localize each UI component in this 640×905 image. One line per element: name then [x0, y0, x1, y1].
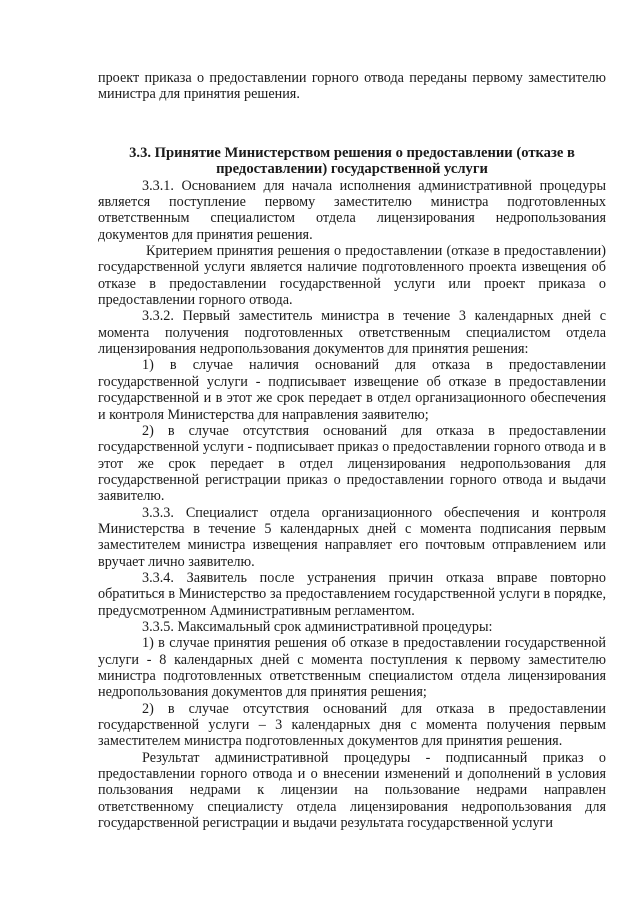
- paragraph-3-3-2-item-2: 2) в случае отсутствия оснований для отказа в предоставлении государственной услуги - подписывает приказ о предоставлении горного отвода и в этот же срок передает в отдел лицензирования недропользования для государственной регистрации приказ о предоставлении горного отвода и выдачи заявителю.: [98, 422, 606, 505]
- paragraph-3-3-4: 3.3.4. Заявитель после устранения причин отказа вправе повторно обратиться в Министерство за предоставлением государственной услуги в порядке, предусмотренном Административным регламентом.: [98, 569, 606, 619]
- intro-block: [98, 70, 606, 103]
- paragraph-criteria: Критерием принятия решения о предоставлении (отказе в предоставлении) государственной услуги является наличие подготовленного проекта извещения об отказе в предоставлении государственной услуги или проект приказа о предоставлении горного отвода.: [98, 243, 606, 309]
- intro-paragraph: проект приказа о предоставлении горного отвода переданы первому заместителю министра для принятия решения.: [98, 70, 606, 103]
- paragraph-result: Результат административной процедуры - подписанный приказ о предоставлении горного отвода и о внесении изменений и дополнений в условия пользования недрами к лицензии на пользование недрами направлен ответственному специалисту отдела лицензирования недропользования для государственной регистрации и выдачи результата государственной услуги: [98, 749, 606, 832]
- paragraph-3-3-3: 3.3.3. Специалист отдела организационного обеспечения и контроля Министерства в течение 5 календарных дней с момента подписания первым заместителем министра извещения направляет его почтовым отправлением или вручает лично заявителю.: [98, 504, 606, 570]
- paragraph-3-3-2-item-1: 1) в случае наличия оснований для отказа в предоставлении государственной услуги - подписывает извещение об отказе в предоставлении государственной и в этот же срок передает в отдел организационного обеспечения и контроля Министерства для направления заявителю;: [98, 357, 606, 423]
- paragraph-3-3-2: 3.3.2. Первый заместитель министра в течение 3 календарных дней с момента получения подготовленных ответственным специалистом отдела лицензирования недропользования документов для принятия решения:: [98, 308, 606, 358]
- paragraph-3-3-5-item-2: 2) в случае отсутствия оснований для отказа в предоставлении государственной услуги – 3 календарных дня с момента получения первым заместителем министра подготовленных документов для принятия решения.: [98, 700, 606, 750]
- section-heading: 3.3. Принятие Министерством решения о предоставлении (отказе в предоставлении) государственной услуги: [129, 144, 575, 178]
- paragraph-3-3-5: 3.3.5. Максимальный срок административной процедуры:: [142, 618, 493, 635]
- paragraph-3-3-1: 3.3.1. Основанием для начала исполнения административной процедуры является поступление первому заместителю министра подготовленных ответственным специалистом отдела лицензирования недропользования документов для принятия решения.: [98, 177, 606, 243]
- paragraph-3-3-5-item-1: 1) в случае принятия решения об отказе в предоставлении государственной услуги - 8 календарных дней с момента поступления к первому заместителю министра подготовленных ответственным специалистом отдела лицензирования недропользования документов для принятия решения;: [98, 635, 606, 701]
